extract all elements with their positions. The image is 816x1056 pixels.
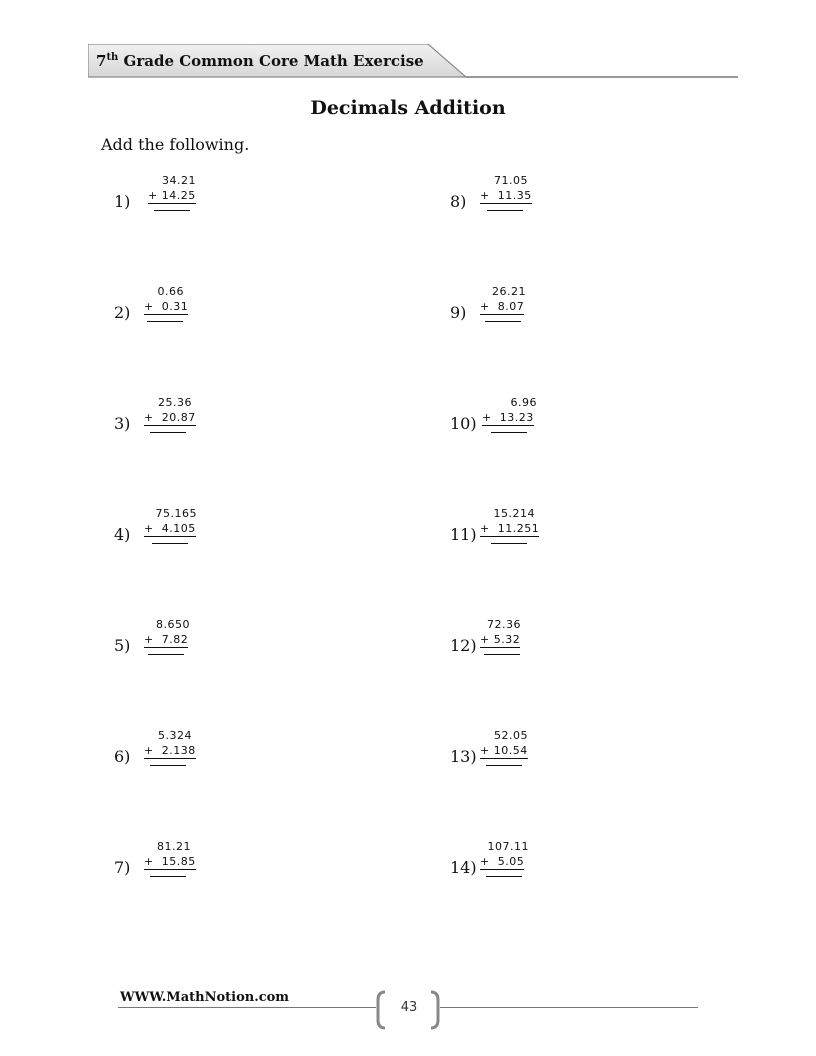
problem-12 bbox=[450, 618, 550, 678]
answer-line bbox=[485, 321, 521, 322]
addend-top: 8.650 bbox=[156, 618, 190, 631]
problem-11 bbox=[450, 507, 550, 567]
addend-bottom: + 10.54 bbox=[480, 744, 528, 757]
problem-number: 14) bbox=[450, 858, 477, 877]
problem-number: 7) bbox=[114, 858, 131, 877]
addend-top: 34.21 bbox=[162, 174, 196, 187]
problem-8 bbox=[450, 174, 550, 234]
addend-bottom: + 20.87 bbox=[144, 411, 196, 424]
problem-5 bbox=[114, 618, 204, 678]
problem-number: 13) bbox=[450, 747, 477, 766]
problem-number: 4) bbox=[114, 525, 131, 544]
addend-top: 81.21 bbox=[157, 840, 191, 853]
addend-bottom: + 13.23 bbox=[482, 411, 534, 424]
addend-bottom: + 5.32 bbox=[480, 633, 521, 646]
answer-line bbox=[152, 543, 188, 544]
addend-top: 6.96 bbox=[510, 396, 537, 409]
problem-3 bbox=[114, 396, 204, 456]
addend-top: 5.324 bbox=[158, 729, 192, 742]
addend-bottom: + 4.105 bbox=[144, 522, 196, 535]
problem-number: 6) bbox=[114, 747, 131, 766]
answer-line bbox=[150, 765, 186, 766]
addend-top: 15.214 bbox=[493, 507, 535, 520]
addend-bottom: + 11.251 bbox=[480, 522, 540, 535]
problem-14 bbox=[450, 840, 550, 900]
answer-line bbox=[486, 765, 522, 766]
grade-number: 7 bbox=[96, 52, 107, 70]
answer-line bbox=[147, 321, 183, 322]
addend-top: 75.165 bbox=[155, 507, 197, 520]
addend-top: 0.66 bbox=[157, 285, 184, 298]
addend-top: 107.11 bbox=[487, 840, 529, 853]
addend-top: 26.21 bbox=[492, 285, 526, 298]
problem-number: 1) bbox=[114, 192, 131, 211]
footer-rule-right bbox=[440, 1007, 698, 1008]
answer-line bbox=[491, 543, 527, 544]
addend-bottom: + 2.138 bbox=[144, 744, 196, 757]
problem-number: 3) bbox=[114, 414, 131, 433]
addend-bottom: + 11.35 bbox=[480, 189, 532, 202]
instructions: Add the following. bbox=[101, 135, 250, 154]
answer-line bbox=[484, 654, 520, 655]
answer-line bbox=[491, 432, 527, 433]
answer-line bbox=[148, 654, 184, 655]
problem-9 bbox=[450, 285, 550, 345]
header-rule bbox=[466, 76, 738, 78]
addend-top: 71.05 bbox=[494, 174, 528, 187]
problem-number: 5) bbox=[114, 636, 131, 655]
addend-bottom: + 5.05 bbox=[480, 855, 525, 868]
left-bracket-icon bbox=[374, 990, 388, 1030]
problem-number: 10) bbox=[450, 414, 477, 433]
answer-line bbox=[150, 876, 186, 877]
page-number: 43 bbox=[400, 1000, 418, 1015]
addend-top: 72.36 bbox=[487, 618, 521, 631]
problem-number: 11) bbox=[450, 525, 477, 544]
header-title bbox=[96, 52, 424, 70]
answer-line bbox=[150, 432, 186, 433]
problem-7 bbox=[114, 840, 204, 900]
addend-bottom: + 14.25 bbox=[148, 189, 196, 202]
header-title-rest: Grade Common Core Math Exercise bbox=[118, 52, 424, 70]
problem-13 bbox=[450, 729, 550, 789]
problem-2 bbox=[114, 285, 204, 345]
footer-website: WWW.MathNotion.com bbox=[120, 990, 290, 1005]
page-title: Decimals Addition bbox=[310, 97, 506, 119]
answer-line bbox=[486, 876, 522, 877]
addend-bottom: + 7.82 bbox=[144, 633, 189, 646]
problem-number: 9) bbox=[450, 303, 467, 322]
grade-suffix: th bbox=[106, 52, 119, 63]
addend-bottom: + 15.85 bbox=[144, 855, 196, 868]
problem-4 bbox=[114, 507, 204, 567]
problem-number: 12) bbox=[450, 636, 477, 655]
answer-line bbox=[154, 210, 190, 211]
addend-top: 25.36 bbox=[158, 396, 192, 409]
right-bracket-icon bbox=[428, 990, 442, 1030]
problem-number: 8) bbox=[450, 192, 467, 211]
footer-rule-left bbox=[118, 1007, 376, 1008]
problem-1 bbox=[114, 174, 204, 234]
problem-6 bbox=[114, 729, 204, 789]
answer-line bbox=[487, 210, 523, 211]
addend-bottom: + 0.31 bbox=[144, 300, 189, 313]
addend-bottom: + 8.07 bbox=[480, 300, 525, 313]
problem-number: 2) bbox=[114, 303, 131, 322]
addend-top: 52.05 bbox=[494, 729, 528, 742]
problem-10 bbox=[450, 396, 550, 456]
